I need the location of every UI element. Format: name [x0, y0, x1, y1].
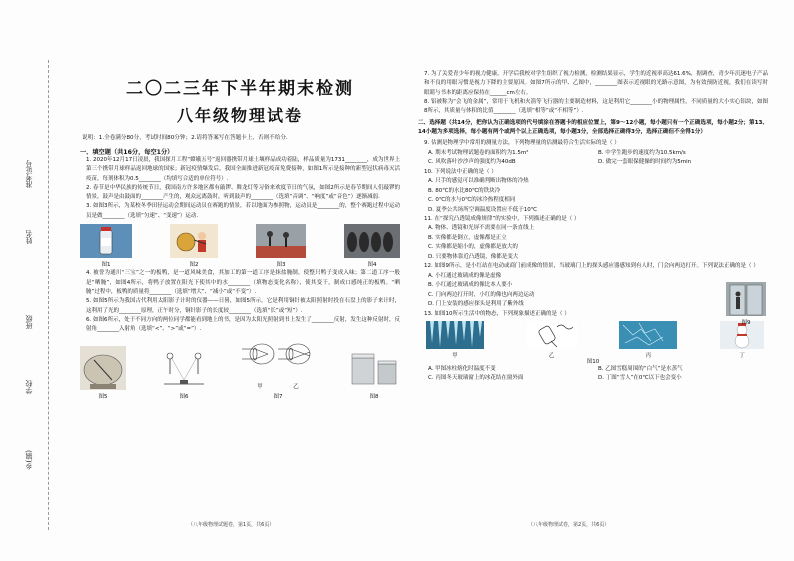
- q12-option-d[interactable]: D. 门上安装的感应探头是利用了紫外线: [428, 301, 524, 308]
- exam-note: 说明：1.全卷满分80分，考试时间80分钟；2.请将答案写在答题卡上，否则不给分.: [82, 135, 288, 141]
- figure-2-caption: 图2: [189, 262, 199, 269]
- q10-option-d[interactable]: D. 夏季公共场所空调温度设置应不低于10℃: [428, 206, 537, 213]
- question-13: 13. 如图10所示生活中的物态，下列现象描述正确的是（ ）: [424, 310, 570, 317]
- aluminum-blocks-image: [348, 346, 400, 390]
- school-label: 学校: [25, 380, 33, 394]
- question-12: 12. 如图9所示，是小红站在电动或商门前成像的情景，当玻璃门上的探头感应器感知到有人时，门会向两边打开。下列说法正确的是（ ）: [424, 263, 759, 270]
- q11-option-b[interactable]: B. 实像都是倒立，虚像都是正立: [428, 234, 507, 241]
- binding-strip: [18, 60, 78, 530]
- name-label: 姓名: [25, 230, 33, 244]
- question-8: 8. 铝被称为“会飞的金属”，常用于飞机和火箭等飞行器的主要制造材料，这是利用它________小的物理属性，不同质量的大小实心铝块，如图8所示，其质量与体积的比值________（选填“相等”或“不相等”）.: [424, 98, 768, 115]
- figure-4: [344, 224, 400, 268]
- figure-9: [726, 282, 766, 326]
- q11-option-c[interactable]: C. 实像都是缩小的，虚像都是放大的: [428, 244, 518, 251]
- figure-1-caption: 图1: [101, 262, 111, 269]
- question-9-options: [418, 149, 768, 168]
- question-3: 3. 如图3所示，为某校冬季田径运动会期间运动员在赛跑的情景，若以地面为参照物，运动员是________的，整个赛跑过程中运动员是做________（选填“匀速”、“变速”）运动.: [86, 203, 400, 219]
- figure-7-caption: 图7: [273, 393, 283, 400]
- icicle-image: [426, 321, 484, 349]
- binding-cut-line: [48, 60, 49, 530]
- q9-option-b[interactable]: B. 中学生跑步的速度约为10.5km/s: [598, 149, 686, 156]
- q13-option-c[interactable]: C. 丙图冬天玻璃窗上的冰花结在窗外面: [428, 375, 524, 382]
- figure-10-row: [426, 321, 764, 359]
- eye-ray-diagram: [242, 338, 314, 382]
- gong-beating-image: [170, 224, 218, 258]
- q10-option-c[interactable]: C. 0℃的水与0℃的冰冷热程度相同: [428, 197, 516, 204]
- frost-window-image: [619, 321, 677, 349]
- footer-page-2: （八年级物理试卷，第2页，共6页）: [528, 522, 610, 528]
- figure-2: [170, 224, 218, 268]
- q13-option-b[interactable]: B. 乙图雪糕周围的“白气”是水蒸气: [598, 365, 683, 372]
- q12-option-c[interactable]: C. 门向两边打开时，小红的像也向两边运动: [428, 291, 535, 298]
- question-1: 1. 2020年12月17日凌晨，我国探月工程“嫦娥五号”返回器携带月球土壤样品成功着陆，样品质量为1731________，成为世界上第三个携带月球样品返回地球的国家；新冠疫情爆发后，我国全面推进新冠疫苗免费接种，如图1所示是接种的新型冠状病毒灭活疫苗，每剂体积为0.5________（均填写合适的单位符号）.: [86, 157, 400, 182]
- figure-8-caption: 图8: [369, 393, 379, 400]
- exam-subtitle: 八年级物理试卷: [176, 106, 303, 125]
- question-10: 10. 下列说法中正确的是（ ）: [424, 168, 497, 175]
- figure-10-caption: 图10: [586, 358, 600, 365]
- question-11: 11. 在“探究凸透镜成像规律”的实验中，下列描述正确的是（ ）: [424, 216, 580, 223]
- figure-7-label-a: 甲: [257, 383, 263, 390]
- section-multiple-choice: 二、选择题（共14分，把你认为正确选项的代号填涂在答题卡的相应位置上，第9～12小题，每小题只有一个正确选项，每小题2分；第13、14小题为多项选择，每小题有两个或两个以上正确选项，每小题3分，全部选择正确得3分，选择正确但不全得1分）: [418, 120, 768, 136]
- runners-image: [256, 224, 306, 258]
- vaccine-bottle-image: [80, 224, 132, 258]
- exam-no-label: 准考证号: [25, 160, 33, 188]
- q12-option-b[interactable]: B. 小红通过玻璃成的像比本人要小: [428, 282, 513, 289]
- figure-6-caption: 图6: [179, 393, 189, 400]
- question-2: 2. 春节是中华民族的传统节日，我国南方许多地区都有敲锣、舞龙灯等习俗来欢度节日的气氛，如图2所示是春节期间人们敲锣的情景，鼓声是由鼓面的________产生的，观众远离鼓时，听到鼓声的________（选填“音调”、“响度”或“音色”）逐渐减弱.: [86, 184, 400, 201]
- exam-title: 二〇二三年下半年期末检测: [126, 79, 354, 99]
- figure-row-bottom: [80, 338, 400, 400]
- figure-10-c: [619, 321, 677, 359]
- question-13-options: [418, 365, 768, 384]
- figure-9-caption: 图9: [741, 320, 751, 327]
- page-right: [418, 70, 768, 540]
- q12-option-a[interactable]: A. 小红通过玻璃成的像是虚像: [428, 272, 502, 279]
- ice-cream-image: [527, 321, 577, 349]
- figure-7: [242, 338, 314, 400]
- glass-door-image: [726, 282, 766, 316]
- figure-10-a: [426, 321, 484, 359]
- section-fill-blank: 一、填空题（共16分，每空1分）: [80, 149, 174, 156]
- question-7: 7. 为了关爱青少年的视力健康，开学后我校对学生组织了视力检测，检测结果显示，学生的近视率高达61.6%，据调查，青少年沉迷电子产品和不良的用眼习惯是视力下降的主要原因。如图7所示的甲、乙图中，________图表示近视眼的光路示意图，为有效预防近视，我们在读写时眼睛与书本的距离应保持在______cm左右。: [424, 71, 768, 96]
- q11-option-a[interactable]: A. 物体、透镜和光屏不需要在同一条直线上: [428, 225, 535, 232]
- figure-4-caption: 图4: [367, 262, 377, 269]
- sundial-image: [80, 346, 126, 390]
- q9-option-a[interactable]: A. 期末考试物理试题卷的面积约为1.5m²: [428, 149, 529, 156]
- question-9: 9. 估测是物理学中常用的测量方法，下列物理量的估测最符合生活实际的是（ ）: [424, 140, 620, 147]
- figure-10-d: [720, 321, 764, 359]
- figure-7-label-b: 乙: [293, 383, 299, 390]
- reflection-diagram: [160, 346, 208, 390]
- question-5: 5. 如图5所示为我国古代利用太阳影子计时的仪器——日晷，如图5所示，它是利用铜针被太阳照射时投在石盘上的影子来计时，这利用了光的________原理，正午时分，铜针影子的长度较________（选填“长”或“短”）.: [86, 298, 400, 314]
- q9-option-c[interactable]: C. 风吹落叶沙沙声的强度约为40dB: [428, 159, 516, 166]
- q13-option-d[interactable]: D. 丁图“雪人”在0℃以下也会变小: [598, 375, 682, 382]
- figure-5: [80, 346, 126, 400]
- figure-10-label-a: 甲: [452, 352, 458, 359]
- footer-page-1: （八年级物理试题卷，第1页，共6页）: [188, 522, 275, 528]
- figure-8: [348, 346, 400, 400]
- q13-option-a[interactable]: A. 甲图冰柱熔化时温度不变: [428, 365, 496, 372]
- question-6: 6. 如图6所示，处于不同方向的两位同学都能看到地上的书，是因为太阳光照射到书上发生了________反射，发生这种反射时，反射角________入射角（选填“<”、“>”或“=”）.: [86, 316, 400, 333]
- figure-1: [80, 224, 132, 268]
- figure-10-b: [527, 321, 577, 359]
- page-left: [80, 68, 400, 538]
- figure-10-label-d: 丁: [739, 352, 745, 359]
- township-label: 乡(镇): [25, 450, 33, 470]
- class-label: 班级: [25, 315, 33, 329]
- figure-3: [256, 224, 306, 268]
- q10-option-a[interactable]: A. 只手的感觉可以准确判断出物体的冷热: [428, 178, 529, 185]
- figure-3-caption: 图3: [276, 262, 286, 269]
- figure-10-label-b: 乙: [548, 352, 555, 359]
- question-4: 4. 被誉为通川“三宝”之一的板鸭，是一道风味美食，其加工的第一道工序是抹盐腌制，使整只鸭子变成入味；第二道工序一般是“晒腌”，如图4所示，将鸭子放置在阳光下使其中的水________（填物态变化名称），使其变干，制成口感纯正的板鸭。“晒腌”过程中，板鸭的质量将________（选填“增大”、“减小”或“不变”）.: [86, 270, 400, 296]
- figure-10-label-c: 丙: [645, 352, 652, 359]
- figure-5-caption: 图5: [98, 393, 108, 400]
- q9-option-d[interactable]: D. 做完一套眼保健操的时间约为5min: [598, 159, 692, 166]
- q10-option-b[interactable]: B. 80℃的水比80℃的铁块冷: [428, 187, 501, 194]
- figure-6: [160, 346, 208, 400]
- figure-row-top: [80, 224, 400, 268]
- q11-option-d[interactable]: D. 只要物体靠近凸透镜，像都是变大: [428, 253, 519, 260]
- salted-duck-image: [344, 224, 400, 258]
